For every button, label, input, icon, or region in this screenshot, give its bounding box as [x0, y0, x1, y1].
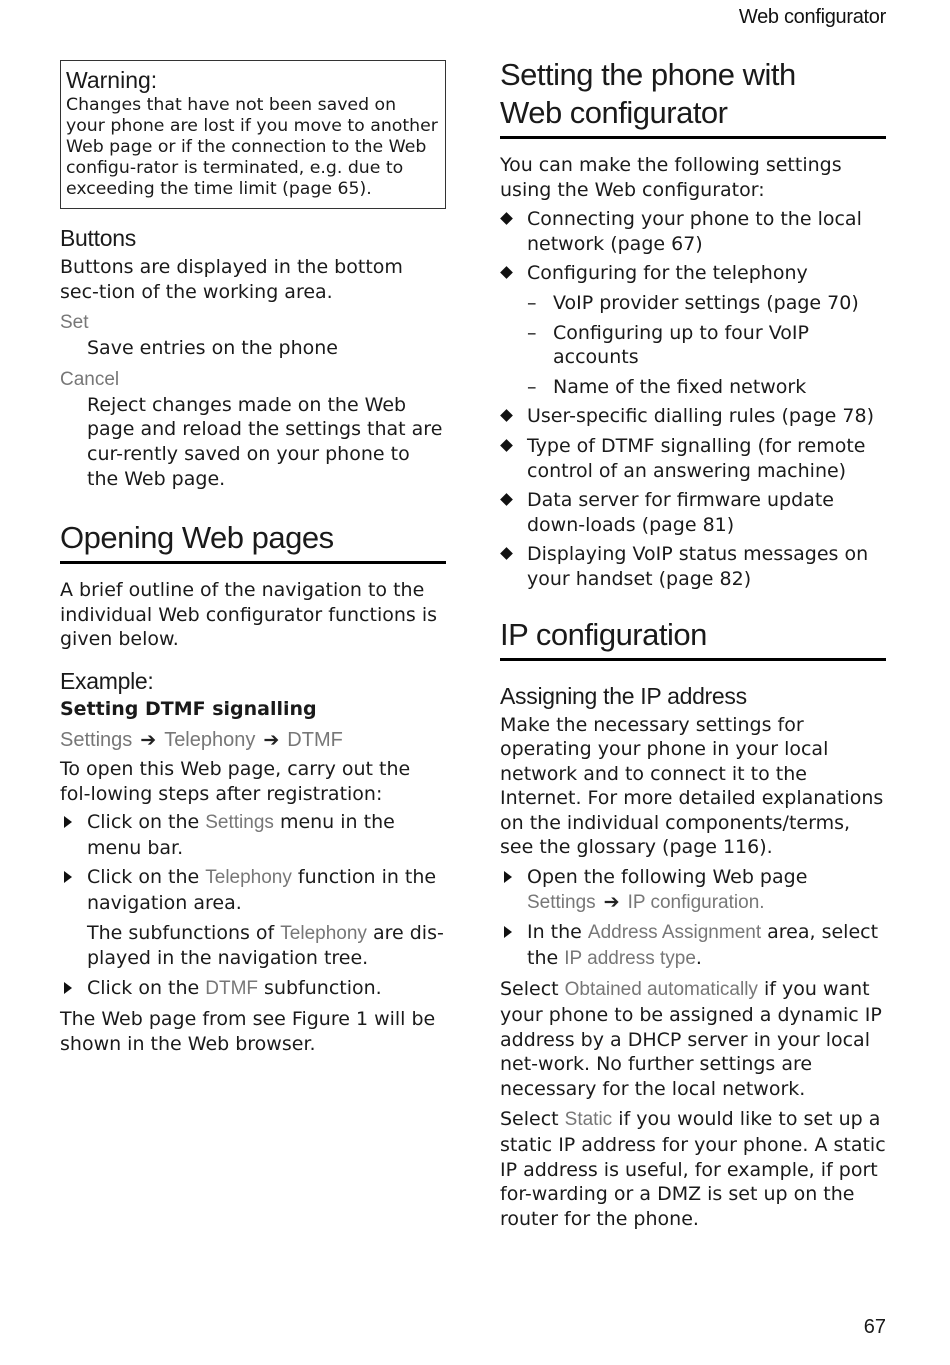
- step-text: In the: [527, 921, 588, 944]
- running-header: Web configurator: [738, 6, 886, 28]
- arrow-right-icon: ➔: [263, 728, 280, 751]
- steps-intro: To open this Web page, carry out the fol-lowing steps after registration:: [60, 757, 411, 805]
- opening-outro: The Web page from see Figure 1 will be shown in the Web browser.: [60, 1008, 436, 1055]
- diamond-bullet-icon: [500, 547, 513, 560]
- right-column: [500, 56, 886, 1231]
- ui-static: Static: [564, 1109, 613, 1131]
- list-item: [500, 542, 886, 591]
- step-text: Open the following Web page: [527, 866, 808, 889]
- ui-address-assignment: Address Assignment: [587, 922, 762, 944]
- note-text: The subfunctions of: [87, 921, 281, 944]
- example-path: [60, 726, 446, 753]
- ip-intro: Make the necessary settings for operating your phone in your local network and to connect it to the Internet. For more detailed explanations on the individual components/terms, see the glossary (page 116).: [500, 713, 884, 859]
- step-text: menu in the menu bar.: [87, 811, 395, 859]
- example-heading: Example:: [60, 667, 154, 694]
- example-title: Setting DTMF signalling: [60, 697, 317, 720]
- setting-heading: [500, 56, 886, 139]
- ui-settings: Settings: [205, 812, 274, 834]
- step-arrow-icon: [64, 871, 72, 883]
- diamond-bullet-icon: [500, 212, 513, 225]
- path-settings: Settings: [527, 891, 596, 913]
- ui-obtained-automatically: Obtained automatically: [564, 979, 758, 1001]
- left-column: [60, 60, 446, 1056]
- step-dtmf: [60, 976, 446, 1002]
- ip-dynamic-paragraph: [500, 977, 886, 1101]
- step-telephony: [60, 865, 446, 915]
- step-text: Click on the: [87, 866, 206, 889]
- list-item-text: Name of the fixed network: [553, 375, 807, 398]
- ip-step-address: [500, 920, 886, 971]
- ip-heading: IP configuration: [500, 616, 886, 661]
- list-item-text: User-specific dialling rules (page 78): [527, 405, 874, 428]
- list-item: [500, 488, 886, 537]
- list-item: [500, 261, 886, 286]
- path-telephony: Telephony: [164, 728, 256, 751]
- diamond-bullet-icon: [500, 493, 513, 506]
- step-note: [60, 921, 446, 971]
- diamond-bullet-icon: [500, 267, 513, 280]
- sub-list-item: [500, 375, 886, 400]
- step-text: .: [695, 946, 702, 969]
- sub-list-item: [500, 291, 886, 316]
- warning-text: Changes that have not been saved on your phone are lost if you move to another Web page or if the connection to the Web configu-rator is terminated, e.g. due to exceeding the time limit (page 65).: [66, 95, 438, 199]
- opening-heading: Opening Web pages: [60, 519, 446, 564]
- list-item-text: Configuring up to four VoIP accounts: [553, 321, 809, 369]
- step-arrow-icon: [64, 982, 72, 994]
- para-text: Select: [500, 978, 565, 1001]
- step-text: area, select the: [527, 921, 879, 969]
- list-item-text: Connecting your phone to the local network (page 67): [527, 208, 862, 255]
- ui-telephony: Telephony: [205, 867, 292, 889]
- list-item-text: Displaying VoIP status messages on your handset (page 82): [527, 543, 869, 590]
- path-dtmf: DTMF: [287, 728, 343, 751]
- ui-ip-address-type: IP address type: [564, 947, 696, 969]
- opening-intro: A brief outline of the navigation to the individual Web configurator functions is given below.: [60, 579, 438, 651]
- para-text: if you want your phone to be assigned a dynamic IP address by a DHCP server in your local net-work. No further settings are necessary for the local network.: [500, 978, 882, 1100]
- page-number: 67: [863, 1316, 886, 1338]
- heading-line: Setting the phone with: [500, 57, 796, 92]
- buttons-heading: Buttons: [60, 225, 136, 251]
- step-text: function in the navigation area.: [87, 866, 437, 914]
- ip-sub-heading: Assigning the IP address: [500, 682, 747, 709]
- ip-step-open: Open the following Web page Settings ➔ IP configuration.: [500, 865, 886, 915]
- list-item: [500, 404, 886, 429]
- list-item-text: Type of DTMF signalling (for remote control of an answering machine): [527, 434, 866, 482]
- para-text: if you would like to set up a static IP address for your phone. A static IP address is useful, for example, if port for-warding or a DMZ is set up on the router for the phone.: [500, 1108, 886, 1230]
- cancel-term: Cancel: [60, 368, 120, 390]
- diamond-bullet-icon: [500, 439, 513, 452]
- heading-line: Web configurator: [500, 95, 728, 130]
- list-item-text: VoIP provider settings (page 70): [553, 291, 859, 314]
- list-item-text: Configuring for the telephony: [527, 262, 808, 285]
- list-item: [500, 207, 886, 256]
- set-term: Set: [60, 312, 89, 334]
- buttons-intro: Buttons are displayed in the bottom sec-tion of the working area.: [60, 256, 403, 303]
- ui-telephony: Telephony: [280, 922, 367, 944]
- sub-list-item: [500, 321, 886, 370]
- warning-box: [60, 60, 446, 209]
- step-text: Click on the: [87, 811, 206, 834]
- diamond-bullet-icon: [500, 409, 513, 422]
- arrow-right-icon: ➔: [140, 728, 157, 751]
- step-text: Click on the: [87, 976, 206, 999]
- path-ip-configuration: IP configuration: [627, 891, 760, 913]
- warning-title: Warning:: [66, 67, 158, 93]
- arrow-right-icon: ➔: [603, 890, 620, 913]
- note-text: are dis-played in the navigation tree.: [87, 921, 444, 970]
- set-definition: Save entries on the phone: [87, 337, 338, 360]
- step-text: subfunction.: [258, 976, 382, 999]
- dash-bullet-icon: –: [527, 375, 537, 398]
- cancel-definition: Reject changes made on the Web page and reload the settings that are cur-rently saved on your phone to the Web page.: [87, 393, 443, 490]
- list-item: [500, 434, 886, 483]
- ip-static-paragraph: [500, 1107, 886, 1231]
- para-text: Select: [500, 1108, 565, 1131]
- step-settings: [60, 810, 446, 860]
- step-arrow-icon: [64, 816, 72, 828]
- ui-dtmf: DTMF: [205, 977, 259, 999]
- dash-bullet-icon: –: [527, 291, 537, 314]
- path-settings: Settings: [60, 728, 133, 751]
- dash-bullet-icon: –: [527, 321, 537, 344]
- step-arrow-icon: [504, 926, 512, 938]
- list-item-text: Data server for firmware update down-loads (page 81): [527, 489, 834, 536]
- step-arrow-icon: [504, 871, 512, 883]
- setting-intro: You can make the following settings using the Web configurator:: [500, 154, 842, 201]
